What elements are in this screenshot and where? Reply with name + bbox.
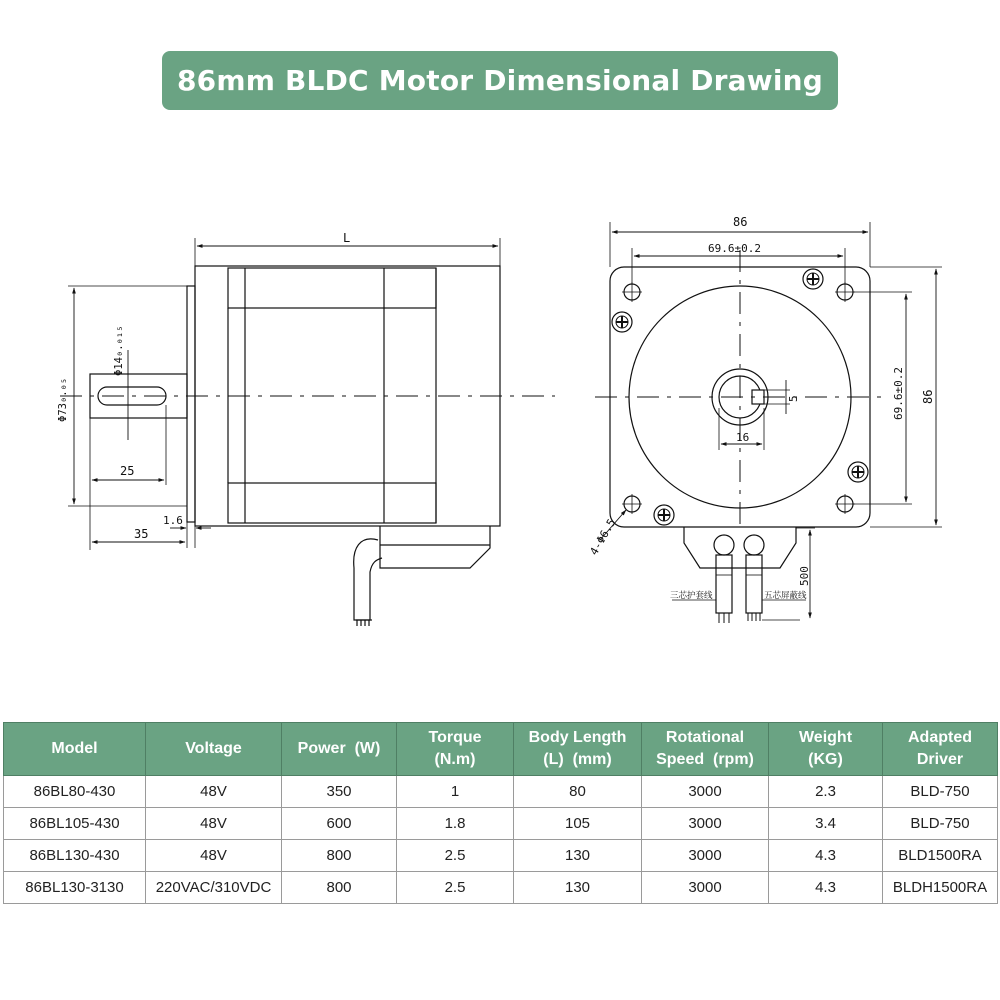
header-power: Power (W) bbox=[282, 723, 397, 776]
cell-weight: 3.4 bbox=[769, 808, 883, 840]
cable-left-label: 三芯护套线 bbox=[670, 591, 713, 601]
screw-icon bbox=[654, 505, 674, 525]
cell-speed: 3000 bbox=[642, 776, 769, 808]
screw-icon bbox=[803, 269, 823, 289]
cell-weight: 4.3 bbox=[769, 872, 883, 904]
cable-right bbox=[746, 555, 762, 613]
header-rotational-speed: Rotational Speed (rpm) bbox=[642, 723, 769, 776]
cell-voltage: 48V bbox=[146, 808, 282, 840]
cell-model: 86BL130-430 bbox=[4, 840, 146, 872]
connector-box bbox=[380, 526, 490, 568]
header-torque: Torque (N.m) bbox=[397, 723, 514, 776]
cell-body-length: 80 bbox=[514, 776, 642, 808]
side-view-labels bbox=[57, 231, 350, 541]
cell-power: 800 bbox=[282, 840, 397, 872]
header-weight: Weight (KG) bbox=[769, 723, 883, 776]
cell-power: 800 bbox=[282, 872, 397, 904]
cell-torque: 1 bbox=[397, 776, 514, 808]
shaft-key-length-label: 25 bbox=[120, 464, 135, 478]
lead-length-label: 500 bbox=[798, 566, 811, 586]
cell-model: 86BL105-430 bbox=[4, 808, 146, 840]
cell-driver: BLD-750 bbox=[883, 808, 998, 840]
body-slot-bottom bbox=[228, 483, 436, 523]
cable bbox=[354, 539, 382, 620]
table-row bbox=[4, 808, 998, 840]
front-view-labels bbox=[587, 215, 935, 601]
screw-icon bbox=[848, 462, 868, 482]
cell-driver: BLD-750 bbox=[883, 776, 998, 808]
header-voltage: Voltage bbox=[146, 723, 282, 776]
cell-power: 350 bbox=[282, 776, 397, 808]
shaft-diameter-label: Φ14₀.₀₁₅ bbox=[113, 325, 125, 376]
page-title: 86mm BLDC Motor Dimensional Drawing bbox=[162, 51, 838, 110]
cell-model: 86BL80-430 bbox=[4, 776, 146, 808]
header-adapted-driver: Adapted Driver bbox=[883, 723, 998, 776]
shaft-length-label: 35 bbox=[134, 527, 149, 541]
cell-speed: 3000 bbox=[642, 840, 769, 872]
cell-speed: 3000 bbox=[642, 808, 769, 840]
front-view bbox=[595, 222, 942, 623]
cell-weight: 2.3 bbox=[769, 776, 883, 808]
cell-voltage: 220VAC/310VDC bbox=[146, 872, 282, 904]
cell-voltage: 48V bbox=[146, 840, 282, 872]
cell-body-length: 130 bbox=[514, 840, 642, 872]
connector-housing bbox=[684, 527, 796, 568]
cell-model: 86BL130-3130 bbox=[4, 872, 146, 904]
side-view bbox=[60, 238, 555, 626]
cell-voltage: 48V bbox=[146, 776, 282, 808]
height-total-label: 86 bbox=[921, 389, 935, 404]
table-row bbox=[4, 776, 998, 808]
body-slot-top bbox=[228, 268, 436, 308]
mounting-hole bbox=[622, 282, 642, 302]
cell-torque: 2.5 bbox=[397, 840, 514, 872]
cell-torque: 1.8 bbox=[397, 808, 514, 840]
screw-icon bbox=[612, 312, 632, 332]
table-header-row bbox=[4, 723, 998, 776]
length-label: L bbox=[343, 231, 351, 245]
flange-diameter-label: Φ73₀.₀₅ bbox=[57, 377, 69, 422]
cell-body-length: 130 bbox=[514, 872, 642, 904]
mounting-hole bbox=[835, 494, 855, 514]
cable-left bbox=[716, 555, 732, 613]
flange-thickness-label: 1.6 bbox=[163, 514, 183, 527]
mounting-hole bbox=[835, 282, 855, 302]
spec-table bbox=[3, 722, 998, 904]
cell-body-length: 105 bbox=[514, 808, 642, 840]
header-model: Model bbox=[4, 723, 146, 776]
key-depth-label: 16 bbox=[736, 431, 750, 444]
width-total-label: 86 bbox=[733, 215, 748, 229]
flange-plate bbox=[187, 286, 195, 522]
table-row bbox=[4, 840, 998, 872]
cell-power: 600 bbox=[282, 808, 397, 840]
cell-driver: BLDH1500RA bbox=[883, 872, 998, 904]
header-body-length: Body Length (L) (mm) bbox=[514, 723, 642, 776]
hole-spacing-horizontal-label: 69.6±0.2 bbox=[708, 242, 761, 255]
cell-weight: 4.3 bbox=[769, 840, 883, 872]
hole-spacing-vertical-label: 69.6±0.2 bbox=[892, 367, 905, 420]
cell-torque: 2.5 bbox=[397, 872, 514, 904]
mounting-holes-label: 4-Φ6.5 bbox=[587, 516, 619, 558]
cell-speed: 3000 bbox=[642, 872, 769, 904]
table-row bbox=[4, 872, 998, 904]
key-width-label: 5 bbox=[787, 395, 800, 402]
cell-driver: BLD1500RA bbox=[883, 840, 998, 872]
cable-right-label: 五芯屏蔽线 bbox=[764, 591, 807, 601]
